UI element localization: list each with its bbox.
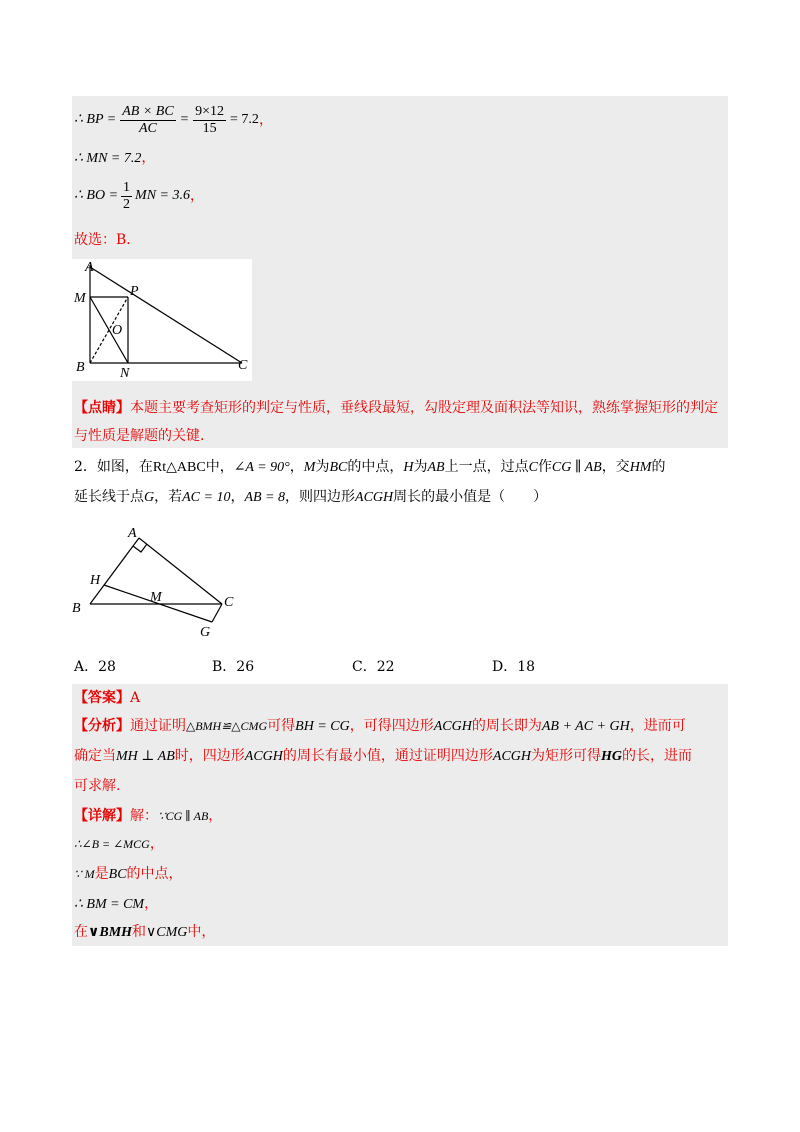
analysis-text: ，进而可 <box>629 718 686 734</box>
label-G: G <box>200 625 211 640</box>
detail-line-2 <box>74 834 164 854</box>
analysis-text: 时，四边形 <box>174 748 245 764</box>
label-C: C <box>224 595 234 610</box>
fraction-denominator: 2 <box>123 196 131 212</box>
detail-line-5 <box>74 922 215 943</box>
q2-text: 作 <box>537 459 552 475</box>
label-P: P <box>130 284 139 299</box>
comma: ， <box>208 808 223 824</box>
comma: ， <box>189 188 204 204</box>
q2-text: 为 <box>413 459 428 475</box>
analysis-line-2 <box>74 746 692 767</box>
q2-parallel: CG ∥ AB <box>551 460 602 475</box>
label-B: B <box>76 360 85 375</box>
q2-point-c: C <box>528 460 538 475</box>
q2-angle-a: ∠A = 90° <box>233 460 290 475</box>
q2-text: 中， <box>205 459 234 475</box>
analysis-quad-2: ACGH <box>492 749 532 764</box>
label-A: A <box>85 260 94 275</box>
detail-text: 是 <box>94 866 109 882</box>
comma: ， <box>141 150 156 166</box>
comment-line-2: 与性质是解题的关键. <box>74 428 205 444</box>
fraction-numerator-2: 9×12 <box>195 103 225 119</box>
label-C: C <box>238 358 248 373</box>
label-H: H <box>90 573 101 588</box>
comma: ， <box>144 896 159 912</box>
analysis-line-3: 可求解. <box>74 778 121 794</box>
q2-text: 周长的最小值是（ ） <box>393 489 548 505</box>
q2-point-g: G <box>144 490 155 505</box>
analysis-quad: ACGH <box>433 719 472 734</box>
detail-line-1 <box>74 806 222 826</box>
answer-tag: 【答案】 <box>74 690 130 706</box>
formula-lead: ∴ BP = <box>74 112 117 127</box>
analysis-congruence: △BMH≌△CMG <box>186 719 268 733</box>
detail-because-m: ∵ M <box>74 867 95 881</box>
label-M: M <box>150 590 162 605</box>
analysis-text: 确定当 <box>74 748 116 764</box>
analysis-hg: HG <box>601 749 623 764</box>
comma: ， <box>258 112 273 128</box>
detail-text: 的中点， <box>126 866 183 882</box>
comment-text-1: 本题主要考查矩形的判定与性质，垂线段最短，勾股定理及面积法等知识，熟练掌握矩形的判定 <box>130 400 718 416</box>
analysis-sum: AB + AC + GH <box>541 719 630 734</box>
analysis-text: 通过证明 <box>130 718 186 734</box>
formula-bo <box>74 178 204 214</box>
fraction-denominator-2: 15 <box>202 120 217 136</box>
option-b: B．26 <box>212 659 255 675</box>
q2-ac-value: AC = 10 <box>182 490 231 505</box>
option-c: C．22 <box>352 659 395 675</box>
q2-text: 2．如图，在 <box>74 459 153 475</box>
detail-bc: BC <box>108 867 127 882</box>
fraction-numerator: AB × BC <box>122 103 174 119</box>
analysis-eq-bh-cg: BH = CG <box>295 719 350 734</box>
label-B: B <box>72 601 81 616</box>
analysis-text: 的周长即为 <box>471 718 542 734</box>
detail-line-4 <box>74 894 158 915</box>
formula-result: = 7.2 <box>230 112 259 127</box>
q2-text: ，交 <box>601 459 630 475</box>
question-2-line-1 <box>74 457 665 478</box>
analysis-text: 的长，进而 <box>622 748 693 764</box>
q2-segment-ab: AB <box>427 460 445 475</box>
formula-lead: ∴ BO = <box>74 188 119 203</box>
q2-text: 延长线于点 <box>74 489 144 505</box>
analysis-text: 为矩形可得 <box>531 748 602 764</box>
analysis-line-1 <box>74 716 686 737</box>
figure-right-triangle-abc <box>70 524 240 644</box>
label-O: O <box>112 323 123 338</box>
q2-rt-triangle: Rt△ABC <box>152 460 206 475</box>
q2-segment-bc: BC <box>329 460 348 475</box>
q2-text: 的 <box>651 459 666 475</box>
detail-because: ∵CG ∥ AB <box>158 809 209 823</box>
detail-text: 解： <box>130 808 158 824</box>
fraction-9x12-over-15 <box>193 104 226 137</box>
analysis-text: 可得 <box>267 718 296 734</box>
q2-text: ， <box>289 459 304 475</box>
q2-text: ，若 <box>154 489 183 505</box>
fraction-numerator: 1 <box>123 179 131 195</box>
answer-line <box>74 688 140 708</box>
detail-tag: 【详解】 <box>74 808 130 824</box>
answer-value: A <box>130 690 141 706</box>
fraction-denominator: AC <box>139 120 157 136</box>
q2-point-h: H <box>403 460 414 475</box>
figure-rectangle-triangle <box>72 259 252 381</box>
formula-rest: MN = 3.6 <box>135 188 190 203</box>
detail-text: 和 <box>132 924 147 940</box>
label-A: A <box>128 526 137 541</box>
analysis-text: 的周长有最小值，通过证明四边形 <box>282 748 493 764</box>
q2-segment-hm: HM <box>629 460 652 475</box>
q2-quad: ACGH <box>355 490 394 505</box>
q2-ab-value: AB = 8 <box>244 490 286 505</box>
q2-text: 上一点，过点 <box>444 459 529 475</box>
formula-bp <box>74 102 273 138</box>
q2-text: 为 <box>315 459 330 475</box>
analysis-quad: ACGH <box>244 749 283 764</box>
detail-angle-eq: ∴∠B = ∠MCG <box>74 837 150 851</box>
detail-text: 中， <box>187 924 216 940</box>
detail-triangle-cmg: ∨CMG <box>146 925 188 940</box>
comment-line-1 <box>74 398 718 418</box>
label-N: N <box>120 366 130 381</box>
comma: ， <box>149 836 164 852</box>
detail-bm-cm: ∴ BM = CM <box>74 897 145 912</box>
analysis-text: ，可得四边形 <box>349 718 434 734</box>
detail-text: 在 <box>74 924 88 940</box>
answer-choice-text: 故选：B． <box>74 232 141 248</box>
equals-sign: = <box>179 112 190 127</box>
q2-text: ，则四边形 <box>285 489 356 505</box>
option-d: D．18 <box>492 659 536 675</box>
option-a: A．28 <box>74 659 116 675</box>
q2-point-m: M <box>303 460 316 475</box>
detail-line-3 <box>74 864 183 885</box>
formula-mn <box>74 148 155 169</box>
fraction-ab-bc-over-ac <box>120 104 175 137</box>
question-2-line-2 <box>74 487 547 508</box>
q2-text: ， <box>230 489 245 505</box>
formula-mn-text: ∴ MN = 7.2 <box>74 151 142 166</box>
q2-text: 的中点， <box>347 459 404 475</box>
label-M: M <box>74 291 86 306</box>
detail-triangle-bmh: ∨BMH <box>88 925 133 940</box>
comment-tag: 【点睛】 <box>74 400 130 416</box>
analysis-tag: 【分析】 <box>74 718 130 734</box>
analysis-perp: MH ⊥ AB <box>116 749 175 764</box>
fraction-half <box>121 180 132 213</box>
